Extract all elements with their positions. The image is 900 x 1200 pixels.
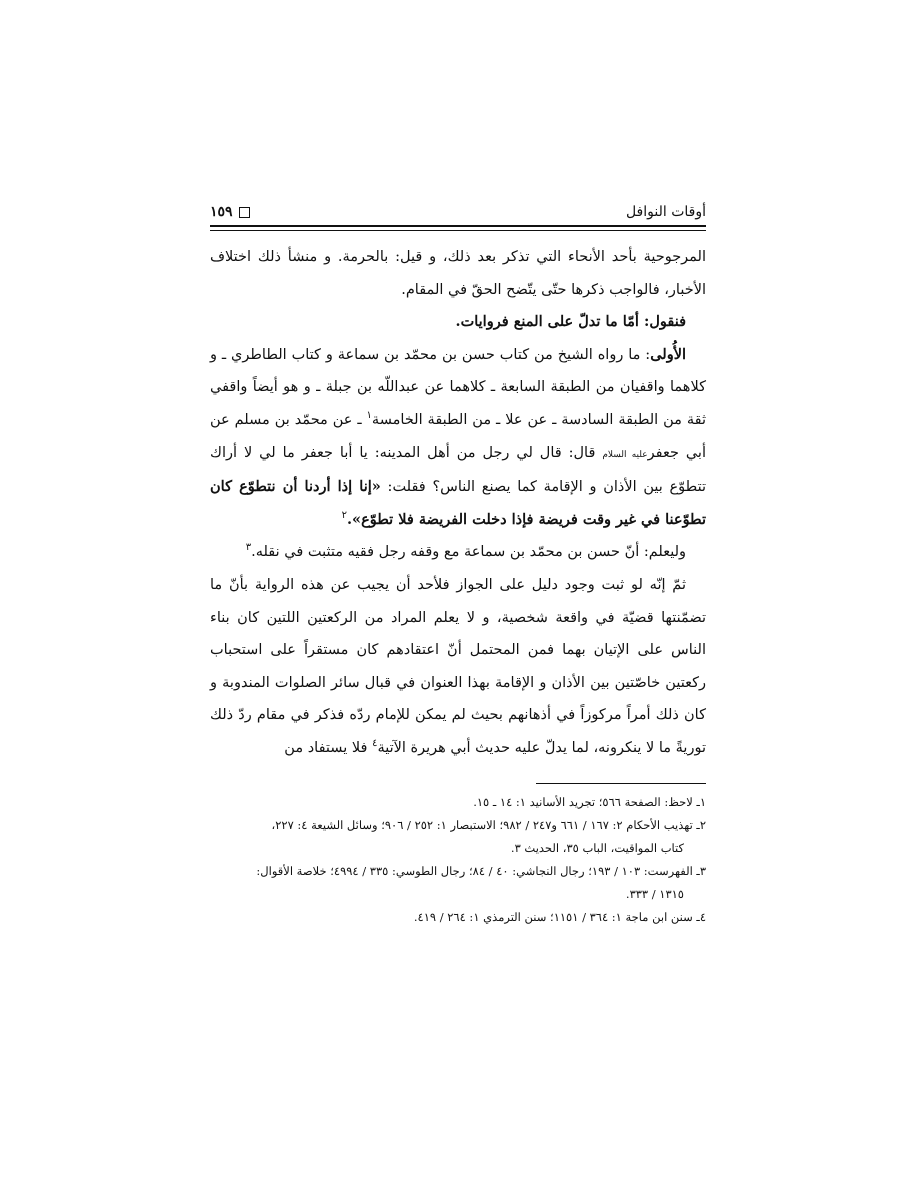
paragraph-3-text-a: : ما رواه الشيخ من كتاب حسن بن محمّد بن سماعة و كتاب الطاطري ـ و كلاهما واقفيان من الطبقة السابعة ـ كلاهما عن عبداللّه بن جبلة ـ و هو أيضاً واقفي ثقة من الطبقة السادسة ـ عن علا ـ من الطبقة الخامسة: [210, 346, 706, 428]
footnote-3: ٣ـ الفهرست: ١٠٣ / ١٩٣؛ رجال النجاشي: ٤٠ / ٨٤؛ رجال الطوسي: ٣٣٥ / ٤٩٩٤؛ خلاصة الأقوال:: [256, 863, 706, 878]
footnote-separator: [536, 783, 706, 784]
footnote-3-continued: ١٣١٥ / ٣٣٣.: [625, 886, 684, 901]
book-page: [210, 196, 706, 930]
paragraph-5-text: ثمّ إنّه لو ثبت وجود دليل على الجواز فلأحد أن يجيب عن هذه الرواية بأنّ ما تضمّنتها قضيّة في واقعة شخصية، و لا يعلم المراد من الركعتين اللتين كان بناء الناس على الإتيان بهما فمن المحتمل أنّ اعتقادهم كان مستقراً على استحباب ركعتين خاصّتين بين الأذان و الإقامة بهذا العنوان في قبال سائر الصلوات المندوبة و كان ذلك أمراً مركوزاً في أذهانهم بحيث لم يمكن للإمام ردّه فذكر في مقام ردّ ذلك توريةً ما لا ينكرونه، لما يدلّ عليه حديث أبي هريرة الآتية: [210, 576, 706, 756]
header-rule-thin: [210, 230, 706, 231]
hadith-quote: «إنا إذا أردنا أن نتطوّع كان تطوّعنا في غير وقت فريضة فإذا دخلت الفريضة فلا تطوّع».: [210, 478, 706, 528]
page-number-text: ١٥٩: [210, 204, 233, 220]
footnote-ref-2[interactable]: ٢: [341, 509, 347, 521]
footnote-2-continued: كتاب المواقيت، الباب ٣٥، الحديث ٣.: [510, 840, 684, 855]
paragraph-4: [210, 536, 706, 569]
footnote-ref-3[interactable]: ٣: [245, 542, 252, 554]
page-number: [210, 204, 250, 220]
header-rule-thick: [210, 225, 706, 227]
paragraph-5: [210, 569, 706, 765]
footnote-ref-1[interactable]: ١: [366, 410, 372, 422]
footnotes: [210, 792, 706, 928]
running-title: أوقات النوافل: [625, 204, 706, 220]
square-bullet-icon: [239, 207, 250, 218]
paragraph-3-text-b: ـ عن محمّد بن مسلم عن أبي جعفر: [210, 411, 707, 461]
paragraph-3-text-c: قال: قال لي رجل من أهل المدينه: يا أبا جعفر ما لي لا أراك تتطوّع بين الأذان و الإقامة كما يصنع الناس؟ فقلت:: [210, 444, 706, 496]
section-heading: فنقول: أمّا ما تدلّ على المنع فروايات.: [455, 313, 686, 331]
footnote-ref-4[interactable]: ٤: [372, 738, 378, 750]
first-narration-label: الأُولى: [650, 345, 686, 363]
paragraph-5-end: فلا يستفاد من: [284, 739, 373, 756]
page-header: [210, 196, 706, 220]
footnote-4: ٤ـ سنن ابن ماجة ١: ٣٦٤ / ١١٥١؛ سنن الترمذي ١: ٢٦٤ / ٤١٩.: [413, 909, 706, 924]
paragraph-4-text: وليعلم: أنّ حسن بن محمّد بن سماعة مع وقفه رجل فقيه متثبت في نقله.: [251, 544, 686, 561]
salutation-glyph: عليه السلام: [602, 449, 648, 460]
main-text: [210, 241, 706, 765]
paragraph-1: المرجوحية بأحد الأنحاء التي تذكر بعد ذلك، و قيل: بالحرمة. و منشأ ذلك اختلاف الأخبار، فالواجب ذكرها حتّى يتّضح الحقّ في المقام.: [210, 249, 706, 298]
footnote-2: ٢ـ تهذيب الأحكام ٢: ١٦٧ / ٦٦١ و٢٤٧ / ٩٨٢؛ الاستبصار ١: ٢٥٢ / ٩٠٦؛ وسائل الشيعة ٤: ٢٢٧،: [271, 817, 706, 832]
paragraph-3: [210, 339, 706, 537]
footnote-1: ١ـ لاحظ: الصفحة ٥٦٦؛ تجريد الأسانيد ١: ١٤ ـ ١٥.: [473, 794, 706, 809]
